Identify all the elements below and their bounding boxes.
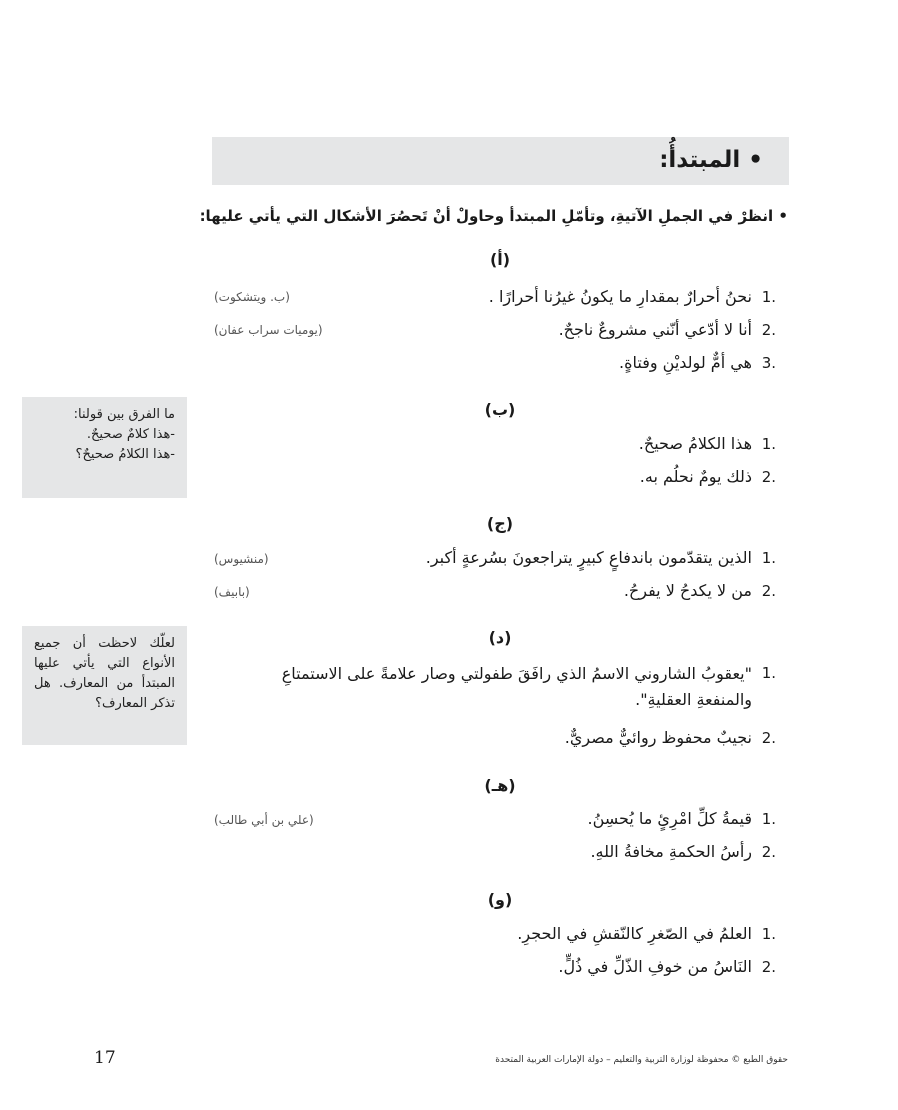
- quote-source: (علي بن أبي طالب): [214, 813, 314, 827]
- sentence-b2: ذلك يومٌ نحلُم به.: [639, 467, 752, 486]
- section-title: • المبتدأُ:: [659, 147, 763, 173]
- group-label-d: (د): [488, 628, 512, 647]
- note-line: -هذا كلامٌ صحيحٌ.: [86, 427, 175, 442]
- sentence-c1: الذين يتقدّمون باندفاعٍ كبيرٍ يتراجعونَ بسُرعةٍ أكبر.: [425, 548, 752, 567]
- note-line: -هذا الكلامُ صحيحٌ؟: [75, 447, 175, 462]
- side-note-difference: [22, 397, 187, 498]
- sentence-number: 2.: [761, 843, 776, 861]
- sentence-c2: من لا يكدحُ لا يفرحُ.: [623, 581, 752, 600]
- quote-source: (يوميات سراب عفان): [214, 323, 323, 337]
- sentence-e2: رأسُ الحكمةِ مخافةُ اللهِ.: [590, 842, 752, 861]
- sentence-a2: أنا لا أدّعي أنّني مشروعٌ ناجحٌ.: [558, 320, 752, 339]
- sentence-number: 2.: [761, 321, 776, 339]
- sentence-number: 2.: [761, 958, 776, 976]
- sentence-f1: العلمُ في الصّغرِ كالنّقشِ في الحجرِ.: [517, 924, 752, 943]
- quote-source: (منشيوس): [214, 552, 269, 566]
- group-label-a: (أ): [489, 250, 511, 269]
- sentence-number: 2.: [761, 729, 776, 747]
- sentence-b1: هذا الكلامُ صحيحٌ.: [638, 434, 752, 453]
- group-label-c: (ج): [486, 514, 514, 533]
- page-number: 17: [94, 1048, 116, 1068]
- sentence-a3: هي أمٌّ لولديْنِ وفتاةٍ.: [619, 353, 752, 372]
- section-title-bar: [212, 137, 789, 185]
- copyright-notice: حقوق الطبع © محفوظة لوزارة التربية والتعليم – دولة الإمارات العربية المتحدة: [495, 1055, 788, 1065]
- sentence-number: 1.: [761, 925, 776, 943]
- sentence-number: 1.: [761, 435, 776, 453]
- group-label-b: (ب): [484, 400, 516, 419]
- group-label-e: (هـ): [484, 776, 516, 795]
- sentence-e1: قيمةُ كلِّ امْرِئٍ ما يُحسِنُ.: [587, 809, 752, 828]
- sentence-f2: النَاسُ من خوفِ الذّلِّ في ذُلٍّ.: [558, 957, 752, 976]
- sentence-d2: نجيبٌ محفوظ روائيٌّ مصريٌّ.: [564, 728, 752, 747]
- sentence-number: 1.: [761, 288, 776, 306]
- sentence-number: 2.: [761, 468, 776, 486]
- quote-source: (ب. ويتشكوت): [214, 290, 290, 304]
- sentence-number: 3.: [761, 354, 776, 372]
- sentence-a1: نحنُ أحرارٌ بمقدارِ ما يكونُ غيرُنا أحرارًا .: [488, 287, 752, 306]
- sentence-number: 1.: [761, 810, 776, 828]
- sentence-number: 1.: [761, 549, 776, 567]
- instruction-text: • انظرْ في الجملِ الآتيةِ، وتأمّلِ المبتدأ وحاولْ أنْ تَحصُرَ الأشكال التي يأتي عليها:: [199, 207, 788, 225]
- group-label-f: (و): [487, 890, 513, 909]
- sentence-d1: "يعقوبُ الشاروني الاسمُ الذي رافَقَ طفولتي وصار علامةً على الاستمتاعِ والمنفعةِ العقليةِ".: [281, 664, 752, 709]
- sentence-number: 2.: [761, 582, 776, 600]
- side-note-definites: لعلّك لاحظت أن جميع الأنواع التي يأتي عليها المبتدأ من المعارف. هل تذكر المعارف؟: [22, 626, 187, 745]
- quote-source: (بابيف): [214, 585, 250, 599]
- note-line: ما الفرق بين قولنا:: [73, 407, 175, 422]
- sentence-number: 1.: [761, 664, 776, 682]
